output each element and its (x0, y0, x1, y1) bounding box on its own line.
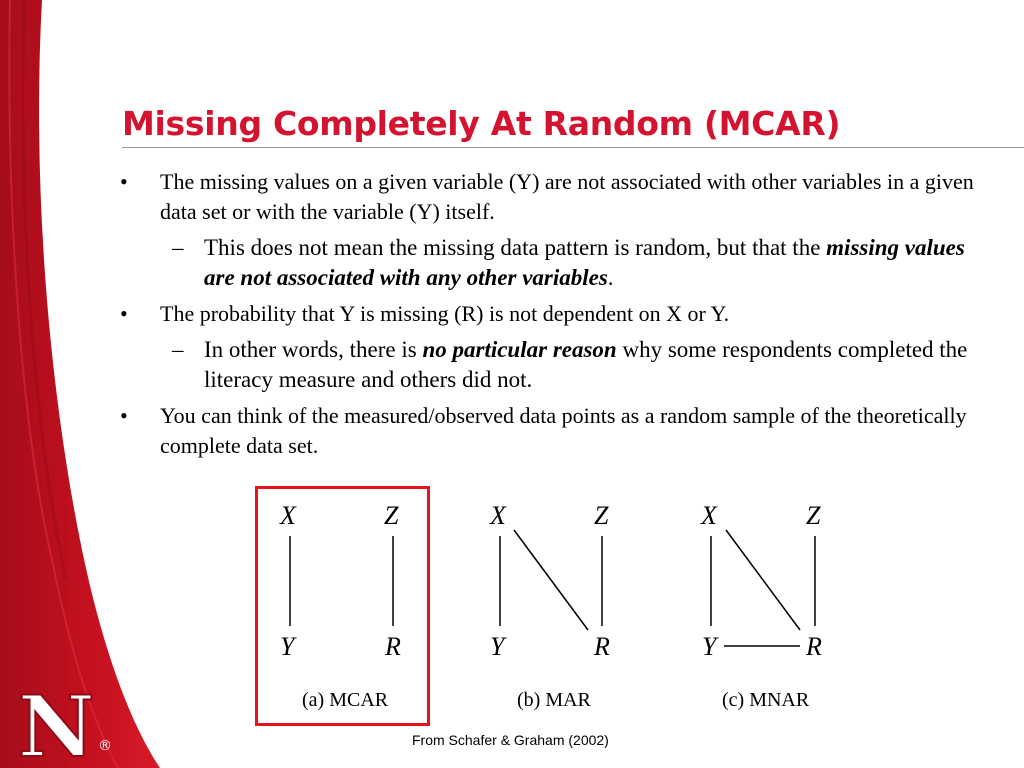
bullet-text: You can think of the measured/observed data points as a random sample of the theoretically complete data set. (160, 403, 967, 458)
bullet-text: The probability that Y is missing (R) is not dependent on X or Y. (160, 301, 730, 326)
mcar-highlight-frame (255, 486, 430, 726)
sub-bullet-text-end: . (607, 265, 614, 290)
node-x: X (490, 501, 506, 530)
node-z: Z (806, 501, 821, 530)
edge-x-r (514, 530, 588, 630)
node-y: Y (280, 632, 295, 661)
figure-credit: From Schafer & Graham (2002) (412, 732, 609, 748)
bullet-item (120, 299, 1000, 329)
sub-bullet-emphasis: missing values are not associated with any other variables (204, 235, 965, 290)
slide-content (120, 167, 1000, 467)
sub-bullet-text-start: This does not mean the missing data pattern is random, but that the (204, 235, 827, 260)
bullet-glyph: • (120, 403, 128, 428)
svg-text:N: N (18, 677, 95, 768)
sub-bullet-item (120, 335, 1000, 395)
bullet-text: The missing values on a given variable (Y) are not associated with other variables in a given data set or with the variable (Y) itself. (160, 169, 974, 224)
node-r: R (806, 632, 822, 661)
diagram-mar (489, 501, 610, 711)
sub-bullet-text-end: why some respondents completed the literacy measure and others did not. (204, 337, 968, 392)
sub-bullet-item (120, 233, 1000, 293)
node-z: Z (594, 501, 609, 530)
edge-x-r (726, 530, 800, 630)
sub-bullet-text-start: In other words, there is (204, 337, 423, 362)
bullet-item (120, 401, 1000, 461)
university-n-logo (10, 668, 130, 768)
node-y: Y (490, 632, 505, 661)
node-r: R (385, 632, 401, 661)
sub-bullet-emphasis: no particular reason (422, 337, 617, 362)
caption-mnar: (c) MNAR (722, 689, 810, 711)
bullet-glyph: • (120, 169, 128, 194)
node-x: X (701, 501, 717, 530)
slide-title: Missing Completely At Random (MCAR) (122, 104, 841, 143)
node-y: Y (702, 632, 717, 661)
dash-glyph: – (172, 235, 184, 260)
caption-mar: (b) MAR (517, 689, 591, 711)
diagram-mnar (700, 501, 822, 711)
bullet-item (120, 167, 1000, 227)
title-divider (122, 147, 1024, 148)
node-z: Z (384, 501, 399, 530)
node-x: X (280, 501, 296, 530)
bullet-glyph: • (120, 301, 128, 326)
svg-text:®: ® (98, 738, 112, 754)
dash-glyph: – (172, 337, 184, 362)
node-r: R (594, 632, 610, 661)
caption-mcar: (a) MCAR (302, 689, 389, 711)
